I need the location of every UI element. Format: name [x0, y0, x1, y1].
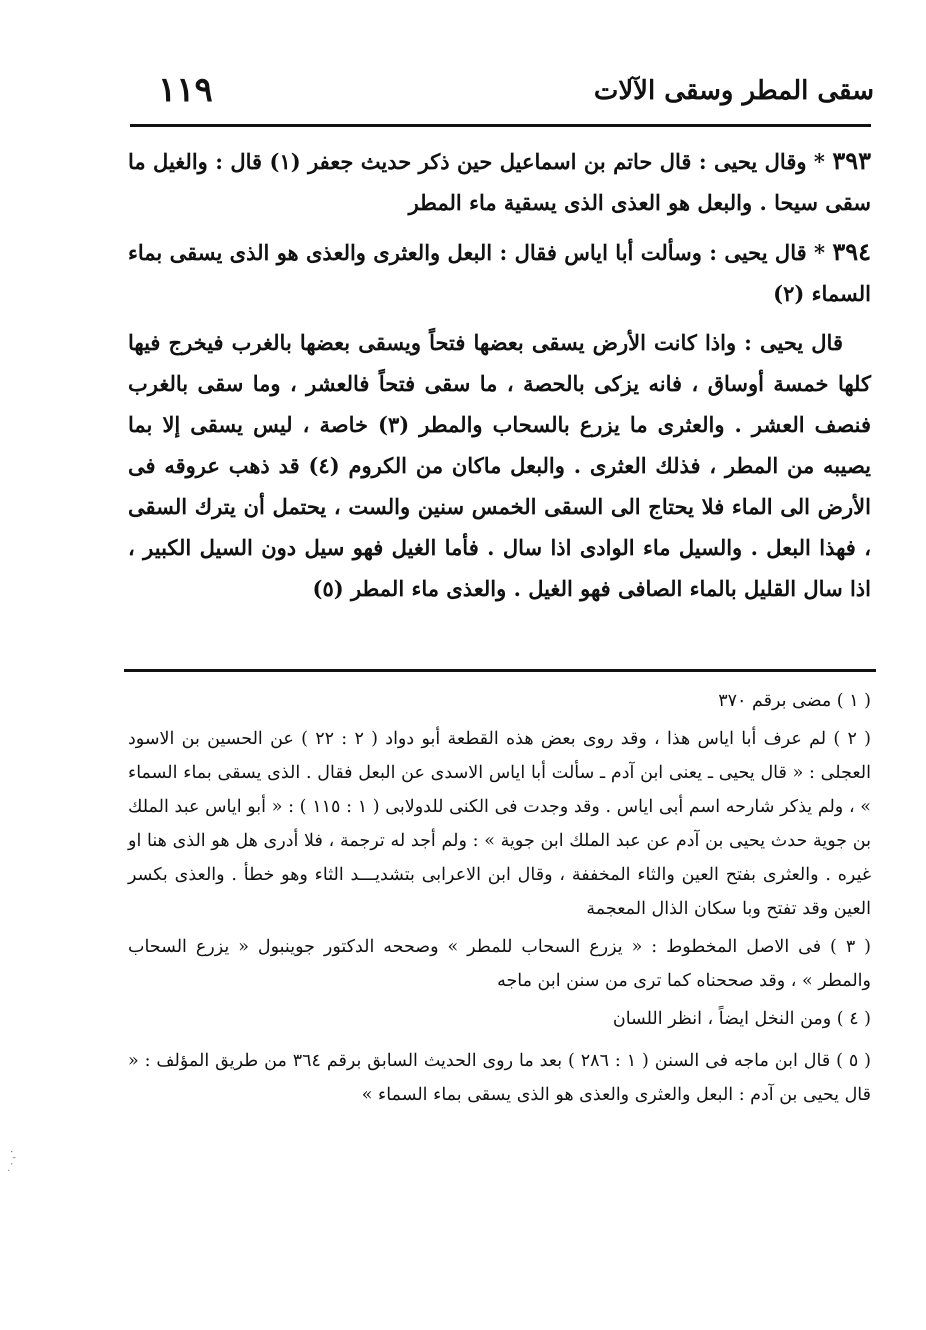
header-rule — [130, 124, 871, 127]
paragraph-393 — [128, 140, 871, 223]
footnote-1: ( ١ ) مضى برقم ٣٧٠ — [718, 691, 871, 711]
paragraph-text: قال يحيى : واذا كانت الأرض يسقى بعضها فتحاً ويسقى بعضها بالغرب فيخرج فيها كلها خمسة أوساق ، فانه يزكى بالحصة ، ما سقى فتحاً فالعشر ، وما سقى بالغرب فنصف العشر . والعثرى ما يزرع بالسحاب والمطر (٣) خاصة ، ليس يسقى إلا بما يصيبه من المطر ، فذلك العثرى . والبعل ماكان من الكروم (٤) قد ذهب عروقه فى الأرض الى الماء فلا يحتاج الى السقى الخمس سنين والست ، يحتمل أن يترك السقى ، فهذا البعل . والسيل ماء الوادى اذا سال . فأما الغيل فهو سيل دون السيل الكبير ، اذا سال القليل بالماء الصافى فهو الغيل . والعذى ماء المطر (٥) — [128, 330, 872, 601]
page-number: ١١٩ — [158, 70, 213, 110]
paragraph-number: ٣٩٤ — [832, 237, 871, 266]
page-header — [130, 70, 874, 118]
paragraph-text: * قال يحيى : وسألت أبا اياس فقال : البعل والعثرى والعذى هو الذى يسقى بماء السماء (٢) — [128, 240, 871, 306]
running-title: سقى المطر وسقى الآلات — [593, 76, 874, 106]
footnote-4: ( ٤ ) ومن النخل ايضاً ، انظر اللسان — [612, 1009, 871, 1029]
main-text — [128, 140, 871, 617]
paragraph-commentary — [128, 322, 871, 609]
footnote-5: ( ٥ ) قال ابن ماجه فى السنن ( ١ : ٢٨٦ ) بعد ما روى الحديث السابق برقم ٣٦٤ من طريق المؤلف : « قال يحيى بن آدم : البعل والعثرى والعذى هو الذى يسقى بماء السماء » — [128, 1051, 871, 1105]
footnote-rule — [124, 669, 876, 672]
footnote-2: ( ٢ ) لم عرف أبا اياس هذا ، وقد روى بعض هذه القطعة أبو دواد ( ٢ : ٢٢ ) عن الحسين بن الاسود العجلى : « قال يحيى ـ يعنى ابن آدم ـ سألت أبا اياس الاسدى عن البعل فقال . الذى يسقى بماء السماء » ، ولم يذكر شارحه اسم أبى اياس . وقد وجدت فى الكنى للدولابى ( ١ : ١١٥ ) : « أبو اياس عبد الملك بن جوية حدث يحيى بن آدم عن عبد الملك ابن جوية » : ولم أجد له ترجمة ، فلا أدرى هل هو الذى هنا او غيره . والعثرى بفتح العين والثاء المخففة ، وقال ابن الاعرابى بتشديـــد الثاء وهو خطأ . والعذى بكسر العين وقد تفتح وبا سكان الذال المعجمة — [128, 729, 871, 919]
paragraph-number: ٣٩٣ — [832, 146, 872, 175]
paragraph-394 — [128, 231, 871, 314]
footnote-3: ( ٣ ) فى الاصل المخطوط : « يزرع السحاب للمطر » وصححه الدكتور جوينبول « يزرع السحاب والمطر » ، وقد صححناه كما ترى من سنن ابن ماجه — [128, 937, 872, 991]
paragraph-text: * وقال يحيى : قال حاتم بن اسماعيل حين ذكر حديث جعفر (١) قال : والغيل ما سقى سيحا . والبعل هو العذى الذى يسقية ماء المطر — [128, 149, 871, 215]
scan-margin-marks: · ' · . — [5, 1150, 16, 1172]
footnotes — [128, 684, 871, 1116]
